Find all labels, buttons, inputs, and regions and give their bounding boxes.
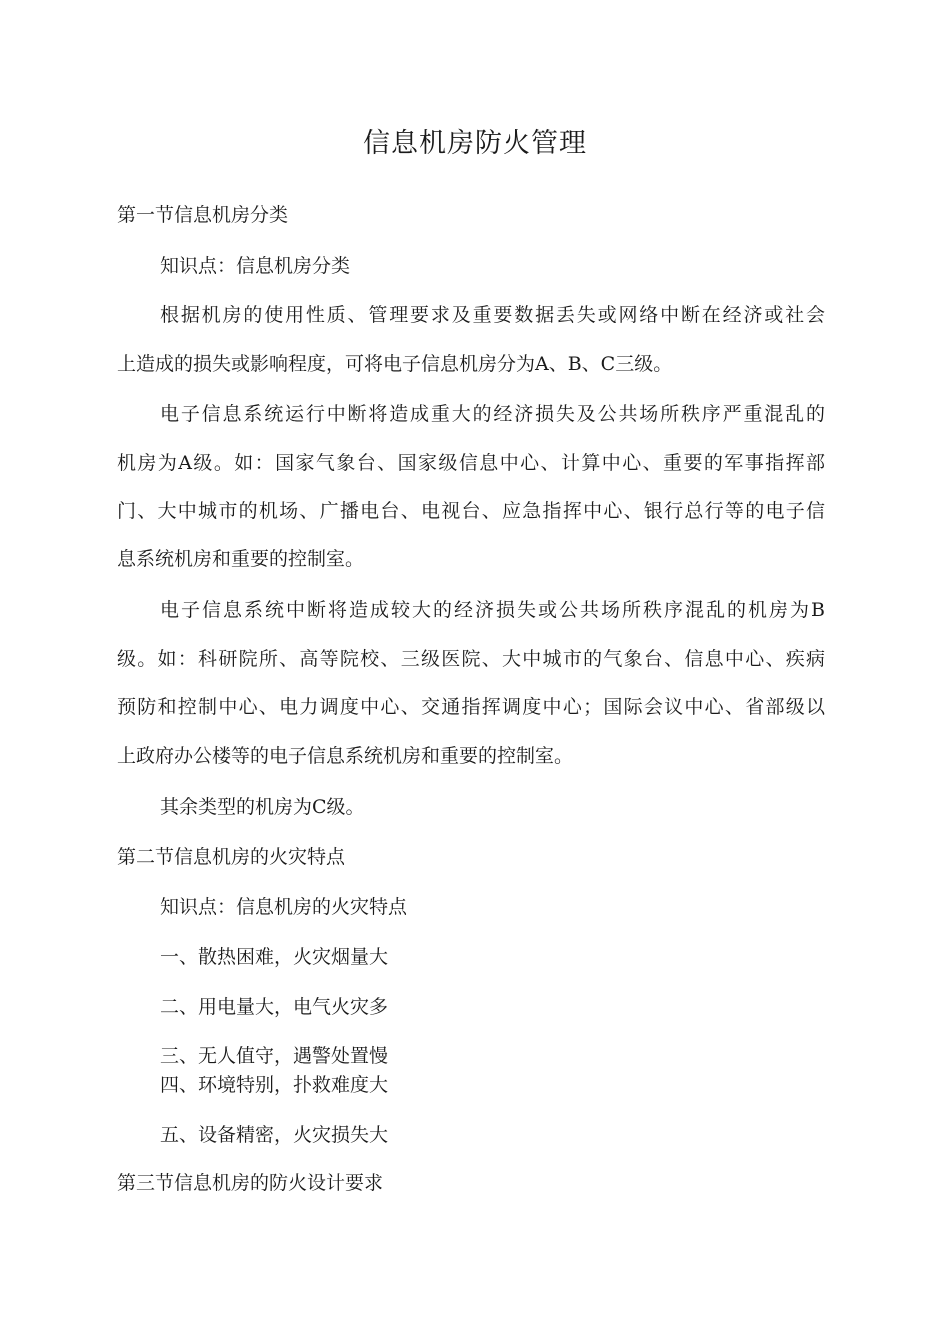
- document-title: 信息机房防火管理: [363, 128, 587, 159]
- fire-feature-item-2: 二、用电量大，电气火灾多: [160, 996, 389, 1018]
- paragraph-2-line-1: 电子信息系统运行中断将造成重大的经济损失及公共场所秩序严重混乱的: [160, 403, 825, 425]
- paragraph-2-line-2: 机房为A级。如：国家气象台、国家级信息中心、计算中心、重要的军事指挥部: [117, 452, 825, 474]
- paragraph-3-line-1: 电子信息系统中断将造成较大的经济损失或公共场所秩序混乱的机房为B: [160, 599, 825, 621]
- paragraph-3-line-4: 上政府办公楼等的电子信息系统机房和重要的控制室。: [117, 745, 574, 767]
- section-2-knowledge-point: 知识点：信息机房的火灾特点: [160, 896, 408, 918]
- fire-feature-item-1: 一、散热困难，火灾烟量大: [160, 946, 389, 968]
- fire-feature-item-4: 四、环境特别，扑救难度大: [160, 1074, 389, 1096]
- paragraph-2-line-3: 门、大中城市的机场、广播电台、电视台、应急指挥中心、银行总行等的电子信: [117, 500, 825, 522]
- section-1-knowledge-point: 知识点：信息机房分类: [160, 255, 351, 277]
- fire-feature-item-5: 五、设备精密，火灾损失大: [160, 1124, 389, 1146]
- fire-feature-item-3: 三、无人值守，遇警处置慢: [160, 1045, 389, 1067]
- paragraph-1-line-1: 根据机房的使用性质、管理要求及重要数据丢失或网络中断在经济或社会: [160, 304, 825, 326]
- paragraph-2-line-4: 息系统机房和重要的控制室。: [117, 548, 365, 570]
- section-1-heading: 第一节信息机房分类: [117, 204, 289, 226]
- section-2-heading: 第二节信息机房的火灾特点: [117, 846, 346, 868]
- paragraph-4: 其余类型的机房为C级。: [160, 796, 365, 818]
- paragraph-3-line-2: 级。如：科研院所、高等院校、三级医院、大中城市的气象台、信息中心、疾病: [117, 648, 825, 670]
- section-3-heading: 第三节信息机房的防火设计要求: [117, 1172, 384, 1194]
- paragraph-3-line-3: 预防和控制中心、电力调度中心、交通指挥调度中心；国际会议中心、省部级以: [117, 696, 825, 718]
- paragraph-1-line-2: 上造成的损失或影响程度，可将电子信息机房分为A、B、C三级。: [117, 353, 673, 375]
